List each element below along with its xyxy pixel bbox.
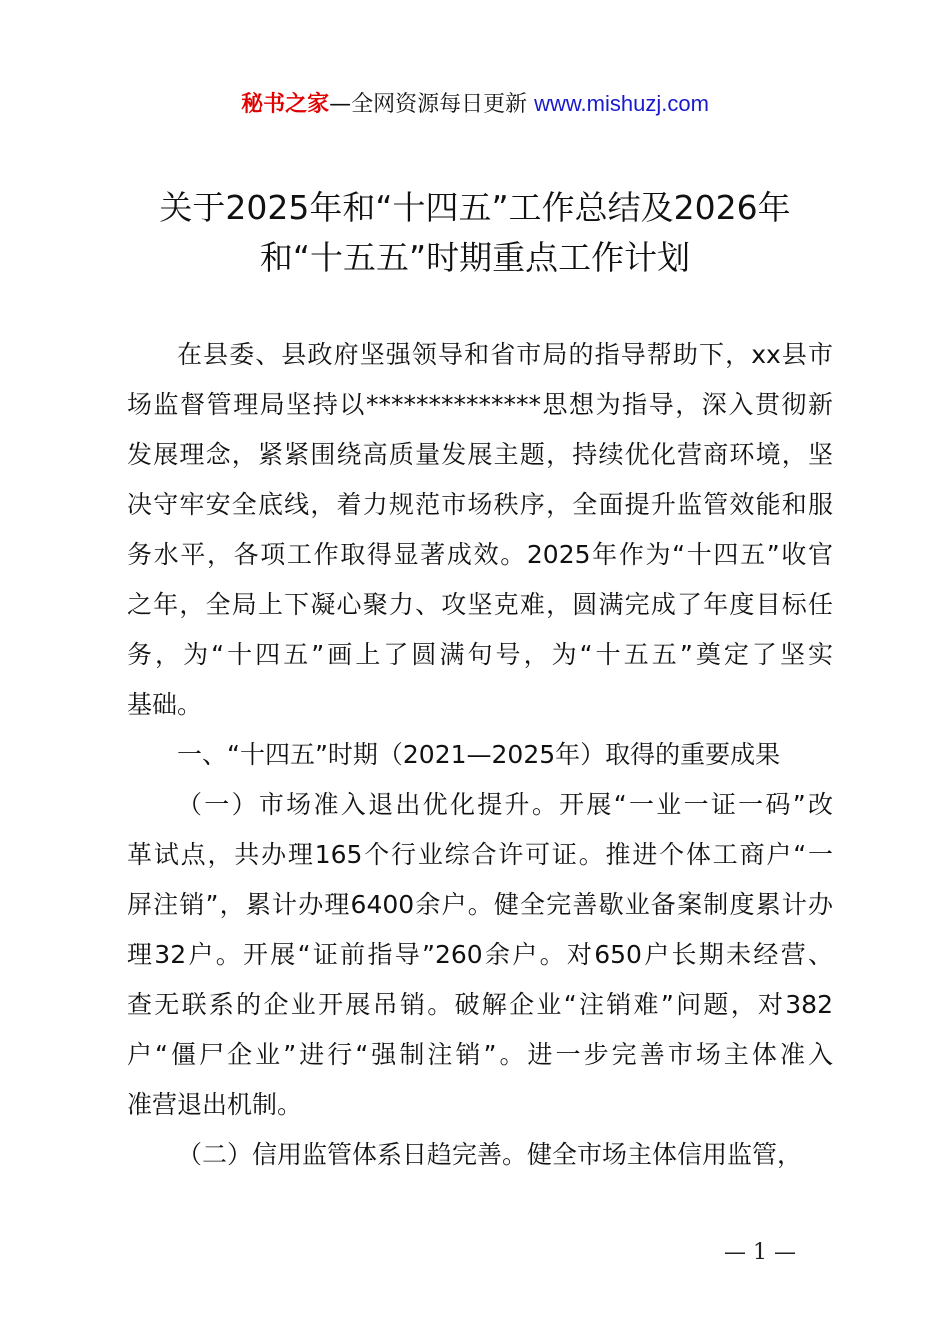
paragraph-line: 务水平，各项工作取得显著成效。2025年作为“十四五”收官 [127, 540, 833, 569]
paragraph [127, 730, 833, 780]
site-slogan: —全网资源每日更新 [329, 92, 535, 117]
paragraph [127, 780, 833, 1130]
paragraph-line: 户“僵尸企业”进行“强制注销”。进一步完善市场主体准入 [127, 1040, 833, 1069]
title-line-2: 和“十五五”时期重点工作计划 [259, 238, 691, 277]
paragraph-line: 屏注销”，累计办理6400余户。健全完善歇业备案制度累计办 [127, 890, 833, 919]
paragraph-line: 决守牢安全底线，着力规范市场秩序，全面提升监管效能和服 [127, 490, 833, 519]
site-url-link[interactable]: www.mishuzj.com [534, 91, 709, 116]
document-body [127, 330, 833, 1180]
paragraph [127, 1130, 833, 1180]
paragraph-line: （一）市场准入退出优化提升。开展“一业一证一码”改 [177, 790, 833, 819]
paragraph-line: 革试点，共办理165个行业综合许可证。推进个体工商户“一 [127, 840, 833, 869]
paragraph [127, 330, 833, 730]
paragraph-line: 场监督管理局坚持以**************思想为指导，深入贯彻新 [127, 390, 833, 419]
document-title [120, 183, 830, 283]
paragraph-line: 在县委、县政府坚强领导和省市局的指导帮助下，xx县市 [177, 340, 833, 369]
site-brand[interactable]: 秘书之家 [241, 92, 330, 117]
paragraph-line: 之年，全局上下凝心聚力、攻坚克难，圆满完成了年度目标任 [127, 590, 833, 619]
paragraph-line: 查无联系的企业开展吊销。破解企业“注销难”问题，对382 [127, 990, 833, 1019]
paragraph-line: 一、“十四五”时期（2021—2025年）取得的重要成果 [177, 740, 781, 769]
paragraph-line: 理32户。开展“证前指导”260余户。对650户长期未经营、 [127, 940, 833, 969]
paragraph-line: 准营退出机制。 [127, 1090, 303, 1119]
paragraph-line: 务，为“十四五”画上了圆满句号，为“十五五”奠定了坚实 [127, 640, 833, 669]
paragraph-line: （二）信用监管体系日趋完善。健全市场主体信用监管， [177, 1140, 803, 1169]
paragraph-line: 发展理念，紧紧围绕高质量发展主题，持续优化营商环境，坚 [127, 440, 833, 469]
site-header [0, 86, 950, 123]
page-number: — 1 — [724, 1240, 796, 1265]
paragraph-line: 基础。 [127, 690, 203, 719]
title-line-1: 关于2025年和“十四五”工作总结及2026年 [159, 188, 791, 227]
